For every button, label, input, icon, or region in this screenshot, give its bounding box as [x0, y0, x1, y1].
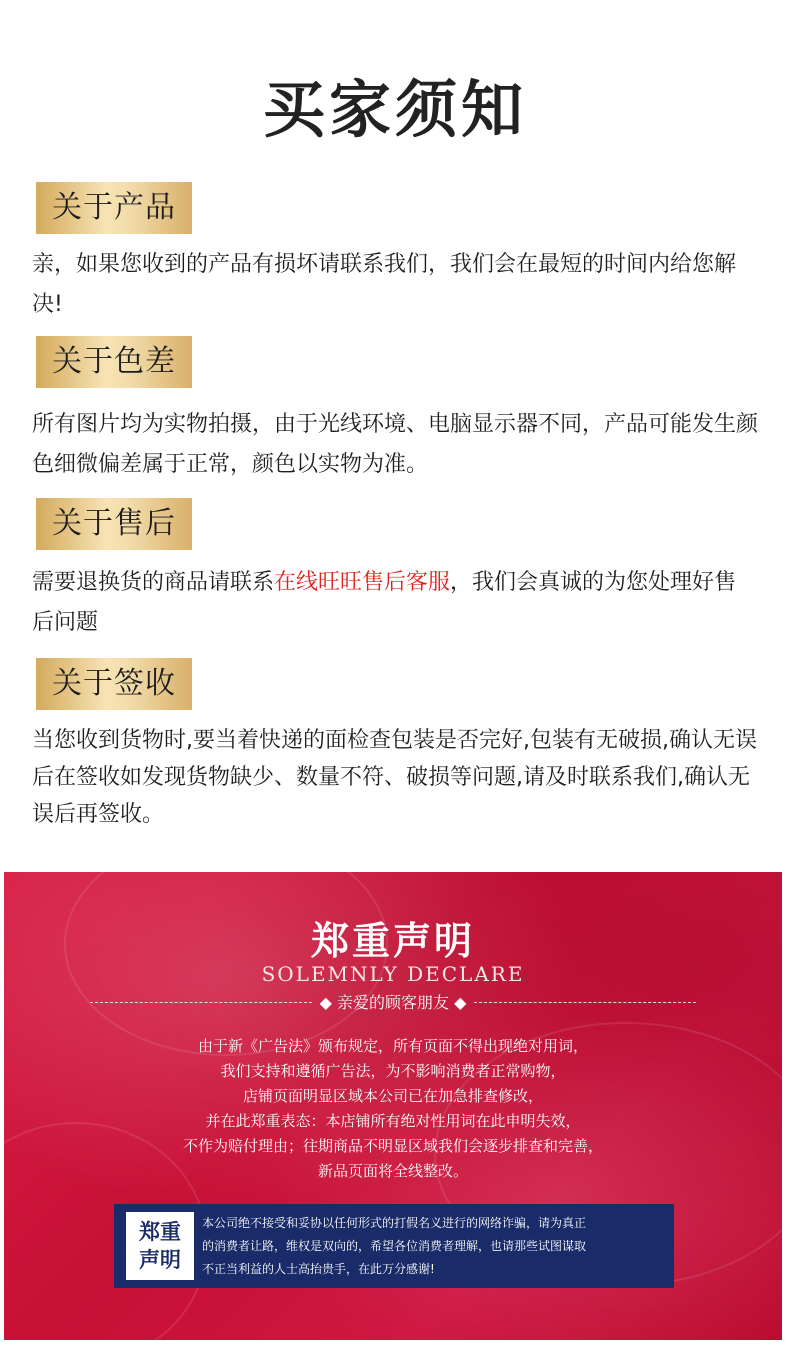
section-tag-color: 关于色差	[36, 336, 192, 388]
declaration-title: 郑重声明	[310, 919, 475, 963]
declaration-line: 店铺页面明显区域本公司已在加急排查修改，	[242, 1087, 543, 1105]
aftersale-text-before: 需要退换货的商品请联系	[32, 570, 275, 595]
aftersale-text-after: ，我们会真诚的为您处理好售后问题	[32, 570, 737, 635]
notice-line: 的消费者让路，维权是双向的，希望各位消费者理解，也请那些试图谋取	[202, 1239, 587, 1253]
section-text-signing: 当您收到货物时,要当着快递的面检查包装是否完好,包装有无破损,确认无误后在签收如发现货物缺少、数量不符、破损等问题,请及时联系我们,确认无误后再签收。	[32, 728, 757, 827]
section-tag-aftersale: 关于售后	[36, 498, 192, 550]
section-text-aftersale	[32, 563, 758, 643]
notice-line: 本公司绝不接受和妥协以任何形式的打假名义进行的网络诈骗，请为真正	[202, 1216, 587, 1230]
declaration-line: 由于新《广告法》颁布规定，所有页面不得出现绝对用词，	[197, 1037, 588, 1055]
declaration-banner	[4, 872, 782, 1340]
declaration-line: 不作为赔付理由；往期商品不明显区域我们会逐步排查和完善，	[182, 1137, 603, 1155]
declaration-stamp	[126, 1212, 194, 1280]
section-text-product: 亲，如果您收到的产品有损坏请联系我们，我们会在最短的时间内给您解决!	[32, 252, 737, 317]
divider-right	[474, 1002, 696, 1003]
stamp-line: 郑重	[139, 1220, 181, 1244]
declaration-body	[4, 1034, 782, 1184]
notice-line: 不正当利益的人士高抬贵手，在此万分感谢!	[202, 1262, 435, 1276]
declaration-line: 我们支持和遵循广告法，为不影响消费者正常购物，	[220, 1062, 566, 1080]
declaration-line: 新品页面将全线整改。	[317, 1162, 468, 1180]
declaration-subtitle: SOLEMNLY DECLARE	[261, 962, 525, 986]
anti-fraud-notice	[114, 1204, 674, 1288]
declaration-line: 并在此郑重表态：本店铺所有绝对性用词在此申明失效，	[205, 1112, 581, 1130]
declaration-greeting: ◆ 亲爱的顾客朋友 ◆	[319, 993, 467, 1012]
page-title: 买家须知	[262, 73, 527, 146]
notice-text	[202, 1212, 664, 1281]
stamp-line: 声明	[139, 1248, 181, 1272]
section-text-color: 所有图片均为实物拍摄，由于光线环境、电脑显示器不同，产品可能发生颜色细微偏差属于正常，颜色以实物为准。	[32, 412, 759, 477]
aftersale-service-link[interactable]: 在线旺旺售后客服	[274, 570, 451, 595]
section-tag-signing: 关于签收	[36, 658, 192, 710]
section-tag-product: 关于产品	[36, 182, 192, 234]
